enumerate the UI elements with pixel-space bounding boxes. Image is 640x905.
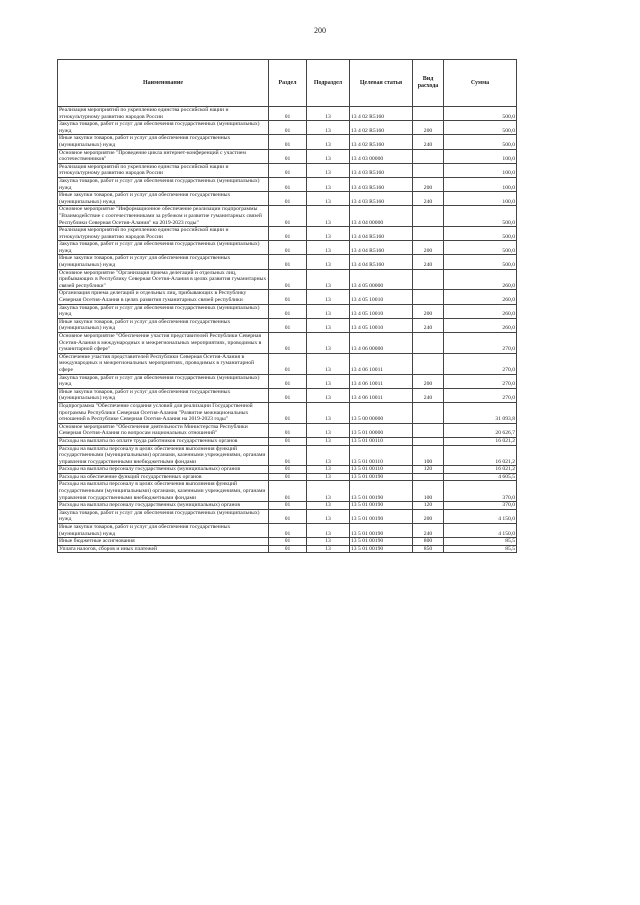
cell-sum: 4 150,0 <box>444 524 517 538</box>
cell-target: 13 4 04 R5160 <box>350 255 413 269</box>
cell-sum: 260,0 <box>444 318 517 332</box>
cell-section: 01 <box>269 388 307 402</box>
cell-subsection: 13 <box>307 481 350 502</box>
cell-subsection: 13 <box>307 121 350 135</box>
cell-section: 01 <box>269 333 307 354</box>
cell-subsection: 13 <box>307 290 350 304</box>
cell-subsection: 13 <box>307 241 350 255</box>
cell-section: 01 <box>269 255 307 269</box>
cell-kind <box>413 423 444 437</box>
cell-name: Основное мероприятие "Организация приема делегаций и отдельных лиц, прибывающих в Республику Северная Осетия-Алания в целях развития гуманитарных связей республики" <box>58 269 269 290</box>
cell-sum: 500,0 <box>444 241 517 255</box>
cell-name: Закупка товаров, работ и услуг для обеспечения государственных (муниципальных) нужд <box>58 509 269 523</box>
cell-name: Подпрограмма "Обеспечение создания условий для реализации Государственной программы Республики Северная Осетия-Алания "Развитие межнациональных отношений в Республике Северная Осетия-Алания на 2019-2023 годы" <box>58 402 269 423</box>
cell-kind <box>413 163 444 177</box>
cell-section: 01 <box>269 538 307 546</box>
cell-subsection: 13 <box>307 318 350 332</box>
cell-subsection: 13 <box>307 107 350 121</box>
cell-kind: 800 <box>413 538 444 546</box>
cell-sum: 370,0 <box>444 481 517 502</box>
cell-target: 13 4 02 R5160 <box>350 135 413 149</box>
cell-section: 01 <box>269 269 307 290</box>
cell-name: Основное мероприятие "Проведение цикла интернет-конференций с участием соотечественников" <box>58 149 269 163</box>
header-expense-type: Вид расхода <box>413 60 444 107</box>
cell-target: 13 5 01 00110 <box>350 437 413 445</box>
cell-sum: 500,0 <box>444 121 517 135</box>
cell-section: 01 <box>269 524 307 538</box>
cell-name: Иные бюджетные ассигнования <box>58 538 269 546</box>
cell-target: 13 4 04 R5160 <box>350 241 413 255</box>
cell-name: Обеспечение участия представителей Республики Северная Осетия-Алания в международных и межрегиональных мероприятиях, проводимых в гуманитарной сфере <box>58 353 269 374</box>
cell-kind: 240 <box>413 388 444 402</box>
cell-target: 13 5 01 00190 <box>350 538 413 546</box>
cell-subsection: 13 <box>307 333 350 354</box>
cell-section: 01 <box>269 149 307 163</box>
cell-section: 01 <box>269 290 307 304</box>
cell-kind: 240 <box>413 318 444 332</box>
cell-subsection: 13 <box>307 445 350 466</box>
cell-target: 13 4 06 00000 <box>350 333 413 354</box>
cell-target: 13 4 03 R5160 <box>350 177 413 191</box>
cell-subsection: 13 <box>307 227 350 241</box>
cell-section: 01 <box>269 121 307 135</box>
table-body <box>58 107 517 553</box>
cell-sum: 100,0 <box>444 149 517 163</box>
table-row <box>58 502 517 510</box>
cell-section: 01 <box>269 374 307 388</box>
cell-target: 13 5 01 00190 <box>350 502 413 510</box>
cell-sum: 370,0 <box>444 502 517 510</box>
table-row <box>58 374 517 388</box>
cell-name: Уплата налогов, сборов и иных платежей <box>58 545 269 553</box>
cell-kind: 100 <box>413 445 444 466</box>
table-header-row <box>58 60 517 107</box>
cell-name: Основное мероприятие "Обеспечение деятельности Министерства Республики Северная Осетия-Алания по вопросам национальных отношений" <box>58 423 269 437</box>
cell-target: 13 5 01 00110 <box>350 466 413 474</box>
cell-subsection: 13 <box>307 269 350 290</box>
cell-target: 13 4 05 00000 <box>350 269 413 290</box>
cell-target: 13 4 02 R5160 <box>350 107 413 121</box>
cell-name: Закупка товаров, работ и услуг для обеспечения государственных (муниципальных) нужд <box>58 241 269 255</box>
cell-target: 13 4 06 10011 <box>350 388 413 402</box>
cell-sum: 500,0 <box>444 107 517 121</box>
table-row <box>58 290 517 304</box>
cell-name: Основное мероприятие "Обеспечение участия представителей Республики Северная Осетия-Алания в международных и межрегиональных мероприятиях, проводимых в гуманитарной сфере" <box>58 333 269 354</box>
cell-subsection: 13 <box>307 304 350 318</box>
cell-sum: 260,0 <box>444 304 517 318</box>
cell-sum: 85,5 <box>444 545 517 553</box>
cell-subsection: 13 <box>307 388 350 402</box>
table-row <box>58 423 517 437</box>
cell-sum: 270,0 <box>444 353 517 374</box>
cell-sum: 500,0 <box>444 227 517 241</box>
cell-kind <box>413 149 444 163</box>
cell-sum: 270,0 <box>444 374 517 388</box>
cell-subsection: 13 <box>307 163 350 177</box>
table-row <box>58 121 517 135</box>
cell-name: Реализация мероприятий по укреплению единства российской нации и этнокультурному развитию народов России <box>58 107 269 121</box>
cell-section: 01 <box>269 545 307 553</box>
cell-kind: 240 <box>413 192 444 206</box>
cell-kind <box>413 333 444 354</box>
cell-subsection: 13 <box>307 473 350 481</box>
table-row <box>58 107 517 121</box>
table-row <box>58 304 517 318</box>
header-sum: Сумма <box>444 60 517 107</box>
cell-sum: 31 093,8 <box>444 402 517 423</box>
cell-name: Иные закупки товаров, работ и услуг для обеспечения государственных (муниципальных) нужд <box>58 318 269 332</box>
table-row <box>58 206 517 227</box>
cell-sum: 260,0 <box>444 269 517 290</box>
table-row <box>58 163 517 177</box>
table-row <box>58 177 517 191</box>
table-row <box>58 192 517 206</box>
cell-name: Организация приема делегаций и отдельных лиц, прибывающих в Республику Северная Осетия-Алания в целях развития гуманитарных связей республики <box>58 290 269 304</box>
cell-sum: 500,0 <box>444 135 517 149</box>
cell-target: 13 4 05 10010 <box>350 318 413 332</box>
cell-section: 01 <box>269 227 307 241</box>
table-row <box>58 473 517 481</box>
cell-kind <box>413 269 444 290</box>
cell-kind: 120 <box>413 466 444 474</box>
table-row <box>58 135 517 149</box>
table-row <box>58 241 517 255</box>
cell-subsection: 13 <box>307 353 350 374</box>
cell-target: 13 4 04 00000 <box>350 206 413 227</box>
cell-section: 01 <box>269 423 307 437</box>
cell-section: 01 <box>269 402 307 423</box>
cell-target: 13 5 01 00190 <box>350 545 413 553</box>
cell-target: 13 4 02 R5160 <box>350 121 413 135</box>
cell-name: Иные закупки товаров, работ и услуг для обеспечения государственных (муниципальных) нужд <box>58 192 269 206</box>
table-row <box>58 524 517 538</box>
table-row <box>58 353 517 374</box>
table-row <box>58 538 517 546</box>
cell-name: Реализация мероприятий по укреплению единства российской нации и этнокультурному развитию народов России <box>58 163 269 177</box>
cell-name: Закупка товаров, работ и услуг для обеспечения государственных (муниципальных) нужд <box>58 177 269 191</box>
cell-section: 01 <box>269 353 307 374</box>
cell-kind <box>413 107 444 121</box>
cell-kind <box>413 437 444 445</box>
cell-section: 01 <box>269 107 307 121</box>
header-subsection: Подраздел <box>307 60 350 107</box>
table-row <box>58 333 517 354</box>
table-row <box>58 466 517 474</box>
cell-sum: 100,0 <box>444 192 517 206</box>
cell-section: 01 <box>269 177 307 191</box>
cell-name: Иные закупки товаров, работ и услуг для обеспечения государственных (муниципальных) нужд <box>58 135 269 149</box>
cell-name: Расходы на выплаты персоналу государственных (муниципальных) органов <box>58 466 269 474</box>
cell-sum: 270,0 <box>444 333 517 354</box>
cell-subsection: 13 <box>307 423 350 437</box>
cell-kind: 100 <box>413 481 444 502</box>
cell-kind: 200 <box>413 241 444 255</box>
cell-target: 13 5 00 00000 <box>350 402 413 423</box>
cell-kind: 240 <box>413 135 444 149</box>
table-row <box>58 509 517 523</box>
cell-subsection: 13 <box>307 502 350 510</box>
cell-sum: 100,0 <box>444 177 517 191</box>
cell-subsection: 13 <box>307 437 350 445</box>
cell-name: Иные закупки товаров, работ и услуг для обеспечения государственных (муниципальных) нужд <box>58 255 269 269</box>
cell-name: Закупка товаров, работ и услуг для обеспечения государственных (муниципальных) нужд <box>58 304 269 318</box>
cell-subsection: 13 <box>307 545 350 553</box>
cell-target: 13 5 01 00110 <box>350 445 413 466</box>
cell-section: 01 <box>269 445 307 466</box>
cell-kind <box>413 227 444 241</box>
cell-section: 01 <box>269 473 307 481</box>
header-target: Целевая статья <box>350 60 413 107</box>
cell-name: Расходы на выплаты персоналу государственных (муниципальных) органов <box>58 502 269 510</box>
cell-section: 01 <box>269 466 307 474</box>
cell-section: 01 <box>269 437 307 445</box>
cell-target: 13 5 01 00190 <box>350 524 413 538</box>
cell-subsection: 13 <box>307 255 350 269</box>
cell-section: 01 <box>269 206 307 227</box>
cell-kind: 200 <box>413 374 444 388</box>
cell-name: Закупка товаров, работ и услуг для обеспечения государственных (муниципальных) нужд <box>58 374 269 388</box>
cell-target: 13 4 04 R5160 <box>350 227 413 241</box>
cell-kind: 200 <box>413 121 444 135</box>
cell-subsection: 13 <box>307 192 350 206</box>
cell-target: 13 4 03 00000 <box>350 149 413 163</box>
cell-sum: 500,0 <box>444 206 517 227</box>
cell-subsection: 13 <box>307 538 350 546</box>
table-row <box>58 388 517 402</box>
cell-kind <box>413 206 444 227</box>
cell-name: Реализация мероприятий по укреплению единства российской нации и этнокультурному развитию народов России <box>58 227 269 241</box>
cell-kind <box>413 473 444 481</box>
cell-sum: 4 605,5 <box>444 473 517 481</box>
table-row <box>58 402 517 423</box>
cell-subsection: 13 <box>307 466 350 474</box>
cell-section: 01 <box>269 163 307 177</box>
table-row <box>58 227 517 241</box>
cell-sum: 16 021,2 <box>444 437 517 445</box>
cell-kind: 200 <box>413 304 444 318</box>
table-row <box>58 481 517 502</box>
cell-subsection: 13 <box>307 135 350 149</box>
table-row <box>58 437 517 445</box>
page-number: 200 <box>314 26 326 35</box>
cell-section: 01 <box>269 509 307 523</box>
cell-target: 13 4 06 10011 <box>350 353 413 374</box>
cell-kind <box>413 353 444 374</box>
cell-sum: 100,0 <box>444 163 517 177</box>
cell-kind <box>413 290 444 304</box>
cell-kind: 200 <box>413 509 444 523</box>
cell-kind: 200 <box>413 177 444 191</box>
table-row <box>58 149 517 163</box>
cell-section: 01 <box>269 502 307 510</box>
cell-section: 01 <box>269 241 307 255</box>
cell-subsection: 13 <box>307 509 350 523</box>
cell-name: Расходы на выплаты по оплате труда работников государственных органов <box>58 437 269 445</box>
cell-kind <box>413 402 444 423</box>
cell-name: Расходы на обеспечение функций государственных органов <box>58 473 269 481</box>
cell-target: 13 5 01 00190 <box>350 509 413 523</box>
cell-name: Иные закупки товаров, работ и услуг для обеспечения государственных (муниципальных) нужд <box>58 524 269 538</box>
cell-name: Закупка товаров, работ и услуг для обеспечения государственных (муниципальных) нужд <box>58 121 269 135</box>
cell-sum: 270,0 <box>444 388 517 402</box>
cell-subsection: 13 <box>307 524 350 538</box>
table-row <box>58 269 517 290</box>
cell-section: 01 <box>269 192 307 206</box>
cell-target: 13 5 01 00190 <box>350 473 413 481</box>
table-row <box>58 445 517 466</box>
cell-sum: 260,0 <box>444 290 517 304</box>
table-row <box>58 545 517 553</box>
cell-section: 01 <box>269 481 307 502</box>
cell-kind: 120 <box>413 502 444 510</box>
cell-kind: 850 <box>413 545 444 553</box>
table-row <box>58 318 517 332</box>
cell-subsection: 13 <box>307 177 350 191</box>
cell-sum: 4 150,0 <box>444 509 517 523</box>
cell-target: 13 5 01 00190 <box>350 481 413 502</box>
cell-sum: 20 626,7 <box>444 423 517 437</box>
cell-subsection: 13 <box>307 374 350 388</box>
cell-name: Иные закупки товаров, работ и услуг для обеспечения государственных (муниципальных) нужд <box>58 388 269 402</box>
cell-target: 13 4 03 R5160 <box>350 163 413 177</box>
cell-target: 13 4 03 R5160 <box>350 192 413 206</box>
table-row <box>58 255 517 269</box>
cell-kind: 240 <box>413 524 444 538</box>
cell-sum: 16 021,2 <box>444 445 517 466</box>
cell-target: 13 4 06 10011 <box>350 374 413 388</box>
cell-target: 13 4 05 10010 <box>350 290 413 304</box>
cell-sum: 85,5 <box>444 538 517 546</box>
cell-section: 01 <box>269 318 307 332</box>
cell-name: Расходы на выплаты персоналу в целях обеспечения выполнения функций государственными (муниципальными) органами, казенными учреждениями, органами управления государственными внебюджетными фондами <box>58 445 269 466</box>
cell-name: Расходы на выплаты персоналу в целях обеспечения выполнения функций государственными (муниципальными) органами, казенными учреждениями, органами управления государственными внебюджетными фондами <box>58 481 269 502</box>
cell-target: 13 4 05 10010 <box>350 304 413 318</box>
cell-name: Основное мероприятие "Информационное обеспечение реализации подпрограммы "Взаимодействие с соотечественниками за рубежом и развитие гуманитарных связей Республики Северная Осетия-Алания" на 2019-2023 годы" <box>58 206 269 227</box>
cell-subsection: 13 <box>307 206 350 227</box>
budget-table <box>57 59 517 553</box>
cell-kind: 240 <box>413 255 444 269</box>
header-name: Наименование <box>58 60 269 107</box>
cell-sum: 16 021,2 <box>444 466 517 474</box>
cell-section: 01 <box>269 304 307 318</box>
cell-subsection: 13 <box>307 149 350 163</box>
cell-sum: 500,0 <box>444 255 517 269</box>
cell-section: 01 <box>269 135 307 149</box>
cell-target: 13 5 01 00000 <box>350 423 413 437</box>
header-section: Раздел <box>269 60 307 107</box>
cell-subsection: 13 <box>307 402 350 423</box>
